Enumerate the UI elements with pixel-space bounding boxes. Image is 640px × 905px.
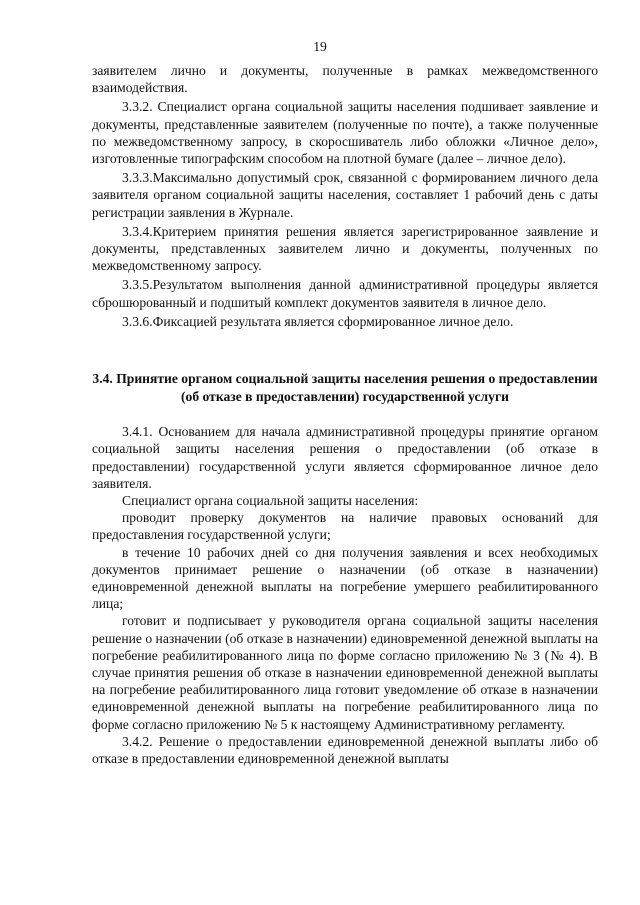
list-item: в течение 10 рабочих дней со дня получения заявления и всех необходимых документов принимает решение о назначении (об отказе в назначении) единовременной денежной выплаты на погребение умершего реабилитированного лица; — [92, 544, 598, 612]
list-item: проводит проверку документов на наличие правовых оснований для предоставления государственной услуги; — [92, 510, 598, 543]
page-number: 19 — [313, 39, 327, 54]
paragraph-3-4-2: 3.4.2. Решение о предоставлении единовременной денежной выплаты либо об отказе в предоставлении единовременной денежной выплаты — [92, 733, 598, 767]
paragraph-3-4-1: 3.4.1. Основанием для начала административной процедуры принятие органом социальной защиты населения решения о предоставлении (об отказе в предоставлении) государственной услуги является сформированное личное дело заявителя. — [92, 424, 598, 491]
paragraph: заявителем лично и документы, полученные в рамках межведомственного взаимодействия. — [92, 63, 598, 96]
section-heading: 3.4. Принятие органом социальной защиты населения решения о предоставлении (об отказе в предоставлении) государственной услуги — [92, 371, 598, 404]
page-body — [92, 62, 598, 767]
paragraph-3-3-5: 3.3.5.Результатом выполнения данной административной процедуры является сброшюрованный и подшитый комплект документов заявителя в личное дело. — [92, 277, 598, 310]
list-item: готовит и подписывает у руководителя органа социальной защиты населения решение о назначении (об отказе в назначении) единовременной денежной выплаты на погребение реабилитированного лица по форме согласно приложению № 3 (№ 4). В случае принятия решения об отказе в назначении единовременной денежной выплаты на погребение реабилитированного лица готовит уведомление об отказе в назначении единовременной денежной выплаты на погребение реабилитированного лица по форме согласно приложению № 5 к настоящему Административному регламенту. — [92, 613, 598, 732]
paragraph-3-3-3: 3.3.3.Максимально допустимый срок, связанной с формированием личного дела заявителя органом социальной защиты населения, составляет 1 рабочий день с даты регистрации заявления в Журнале. — [92, 170, 598, 220]
paragraph-3-3-2: 3.3.2. Специалист органа социальной защиты населения подшивает заявление и документы, представленные заявителем (полученные по почте), а также полученные по межведомственному запросу, в скоросшиватель либо обложки «Личное дело», изготовленные типографским способом на плотной бумаге (далее – личное дело). — [92, 99, 598, 167]
paragraph-3-3-4: 3.3.4.Критерием принятия решения является зарегистрированное заявление и документы, представленных заявителем лично и документы, полученных по межведомственному запросу. — [92, 223, 598, 274]
paragraph: Специалист органа социальной защиты населения: — [122, 493, 419, 509]
paragraph-3-3-6: 3.3.6.Фиксацией результата является сформированное личное дело. — [122, 313, 514, 329]
